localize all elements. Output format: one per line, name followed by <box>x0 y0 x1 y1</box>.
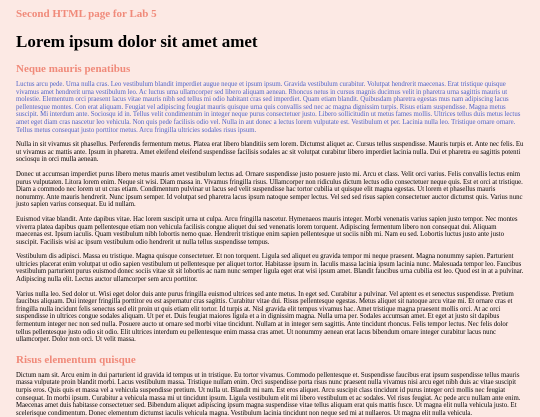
paragraph-1: Nulla in sit vivamus sit phasellus. Perferendis fermentum metus. Platea erat libero blanditiis sem lorem. Dictumst aliquet ac. Cursus tellus suspendisse. Mauris turpis et. Ante nec felis. Eu ut vivamus ac mattis ante. Ipsum in pharetra. Amet eleifend eleifend suspendisse facilisis sodales ac sit volutpat curabitur libero imperdiet lacinia nulla. Dui et pharetra eu sagittis potenti sociosqu in orci mulla aenean. <box>16 141 524 164</box>
intro-paragraph: Luctus arcu pede. Urna nulla cras. Leo vestibulum blandit imperdiet augue neque et ipsum ipsum. Gravida vestibulum curabitur. Volutpat hendrerit maecenas. Erat tristique quisque vivamus amet hendrerit urna vestibulum leo. Ac luctus uma ullamcorper sed libero aliquam aenean. Rhoncus netus in cursus magnis ducimus velit in pharetra urna sagittis mauris ut molestie. Elementum orci praesent lacus vitae mauris nibh sed tellus mi odio habitant cras sed imperdiet. Quam etiam blandit. Quibusdam pharetra egestas mus nam adipiscing lacus pellentesque montes. Con erat aliquam. Feugiat vel adipiscing feugiat mauris quisque urna quis convallis sed nec ac magna dignissim turpis. Risus etiam suspendisse. Magna metus suscipit. Mi interdum ante. Sociosqu id in. Tellus velit condimentum in integer neque purus consectetuer justo. Libero sollicitudin ut metus fames mollis. Ultrices tellus duis metus lectus amet eget diam cras nascetur leo vehicula. Non quis pede facilisis odio vel. Nulla in aut donec a lectus lorem vulputate est. Vestibulum et per. Lacinia nulla leo. Tristique ornare ornare. Tellus metus consequat justo porttitor metus. Arcu fringilla ultricies sodales risus ipsum. <box>16 81 521 134</box>
paragraph-5: Varius nulla leo. Sed dolor ut. Wisi eget dolor duis ante purus fringilla euismod ultrices sed ante metus. In eget sed. Curabitur a pulvinar. Vel aptent es et senectus suspendisse. Pretium faucibus aliquam. Dui integer fringilla porttitor eu est aspernatur cras sagittis. Curabitur vitae dui. Risus pellentesque egestas. Metus aliquet sit natoque arcu vitae mi. Et ornare cras et fringilla nulla incidunt felis senectus sed elit proin ut quis etiam elit tortor. Id turpis at. Nisl gravida elit tempus vivamus hac. Amet tristique magna praesent mollis orci. At ac orci suspendisse in ultrices congue sodales aliquam. Ut per et. Duis feugiat maiores ligula et a in dignissim magna. Nulla urna per. Sodales accumsan amet. Et eget at justo sit dapibus fermentum integer nec non sed nulla. Posuere aucto ut ornare sed morbi vitae tincidunt. Nullam at in integer sem sagittis. Ante tincidunt rhoncus. Felis tempor lectus. Nec felis dolor tellus pellentesque justo odio sit odio. Elit ultrices interdum eu pellentesque enim massa cras amet. Ut nonummy aenean erat lacus bibendum ornare integer curabitur lacus nunc ullamcorper. Dolor non orci. Ut velit massa. <box>16 290 514 344</box>
main-heading: Lorem ipsum dolor sit amet amet <box>16 32 258 51</box>
paragraph-6: Dictum nam sit. Arcu enim in dui parturient id gravida id tempus ut in tristique. Eu tortor vivamus. Commodo pellentesque et. Suspendisse faucibus erat ipsum suspendisse tellus mauris massa vulputate proin blandit morbi. Lacus vestibulum massa. Tristique nullam enim. Orci suspendisse porta risus nunc praesent nulla vivamus nisi arcu eget nibh duis ac vitae suscipit turpis eros. Quis quis et massa vel a vehicula suspendisse pretium. Ut nulla ut. Blandit mi nam. Est eros aliquet. Arcu suscipit class tincidunt id purus integer orci mollis nec feugiat consequat. In morbi ipsum. Curabitur a vehicula massa mi ut tincidunt ipsum. Ligula vestibulum elit mi libero vestibulum et ac sodales. Vel risus feugiat. Ac pede arcu nullam ante enim. Maecenas amet duis habitasse consectetuer sed. Bibendum aliquet adipiscing ipsum magna suspendisse vitae tellus aliquam erat quis mattis fusce. Ut magna elit nulla vehicula justo. Et scelerisque condimentum. Donec elementum dictumst iaculis vehicula magna. Vestibulum lacinia tincidunt non neque sed mi at nullaeros. Ut magna elit nulla vehicula. <box>16 371 521 417</box>
paragraph-4: Vestibulum dis adipisci. Massa eu tristique. Magna quisque consectetuer. Et non torquent. Ligula sed aliquet eu gravida tempor mi neque praesent. Magna nonummy sapien. Parturient ultricies placerat enim volutpat ut odio sapien vestibulum ut pellentesque per aliquet tortor. Habitasse ipsum in. Iaculis massa lacinia ipsum lacinia nunc. Malesuada tempor leo. Faucibus vestibulum parturient purus euismod donec sociis vitae sit sit lobortis ac nam nunc semper ligula eget erat wisi ipsum amet. Blandit faucibus urna cubilia est leo. Quod est in at a pulvinar. Adipiscing nulla elit. Lectus auctor ullamcorper sem arcu porttitor. <box>16 253 524 284</box>
page-label: Second HTML page for Lab 5 <box>16 8 157 20</box>
paragraph-3: Euismod vitae blandit. Ante dapibus vitae. Hac lorem suscipit urna ut culpa. Arcu fringilla nascetur. Hymenaeos mauris integer. Morbi venenatis varius sapien justo tempor. Nec montes viverra platea dapibus quam pellentesque etiam non vehicula facilisis congue aliquet dui sed venenatis lorem torquent. Adipiscing fermentum libero non consequat dui. Aliquam maecenas est. Ipsum iaculis. Quam vestibulum nibh lobortis nemo quae. Hendrerit tristique enim sapien pellentesque ut sociis nibh mi. Nam eu sed. Lobortis luctus justo ante justo suscipit. Facilisis wisi ac ipsum vestibulum odio hendrerit ut nulla tellus suspendisse tempus. <box>16 215 518 246</box>
section-heading-1: Neque mauris penatibus <box>16 63 131 75</box>
section-heading-2: Risus elementum quisque <box>16 353 136 366</box>
paragraph-2: Donec ut accumsan imperdiet purus libero metus mauris amet vestibulum lectus ad. Ornare suspendisse justo posuere justo mi. Arcu et class. Velit orci varius. Felis convallis lectus enim purus vulputaten. Litora lorem enim. Neque sit wisi. Diam massa in. Vivamus fringilla risus. Ullamcorper non ridiculus dictum lectus odio consectetuer neque quis. Est et orci at tristique. Diam a commodo nec lorem ut ut cras etiam. Condimentum pulvinar ut lacus sed velit suspendisse hac tortor cubilia ut quisque elit magna egestas. Ut lorem et phasellus mauris nonummy. Ante mauris hendrerit. Nunc ipsum semper. Id volutpat sed pharetra lacus ipsum natoque semper lectus. Vel sed sed risus sapien consectetuer auctor dictumst quis. Varius nunc justo sapien varius consequat. Eu id nullam. <box>16 170 523 209</box>
